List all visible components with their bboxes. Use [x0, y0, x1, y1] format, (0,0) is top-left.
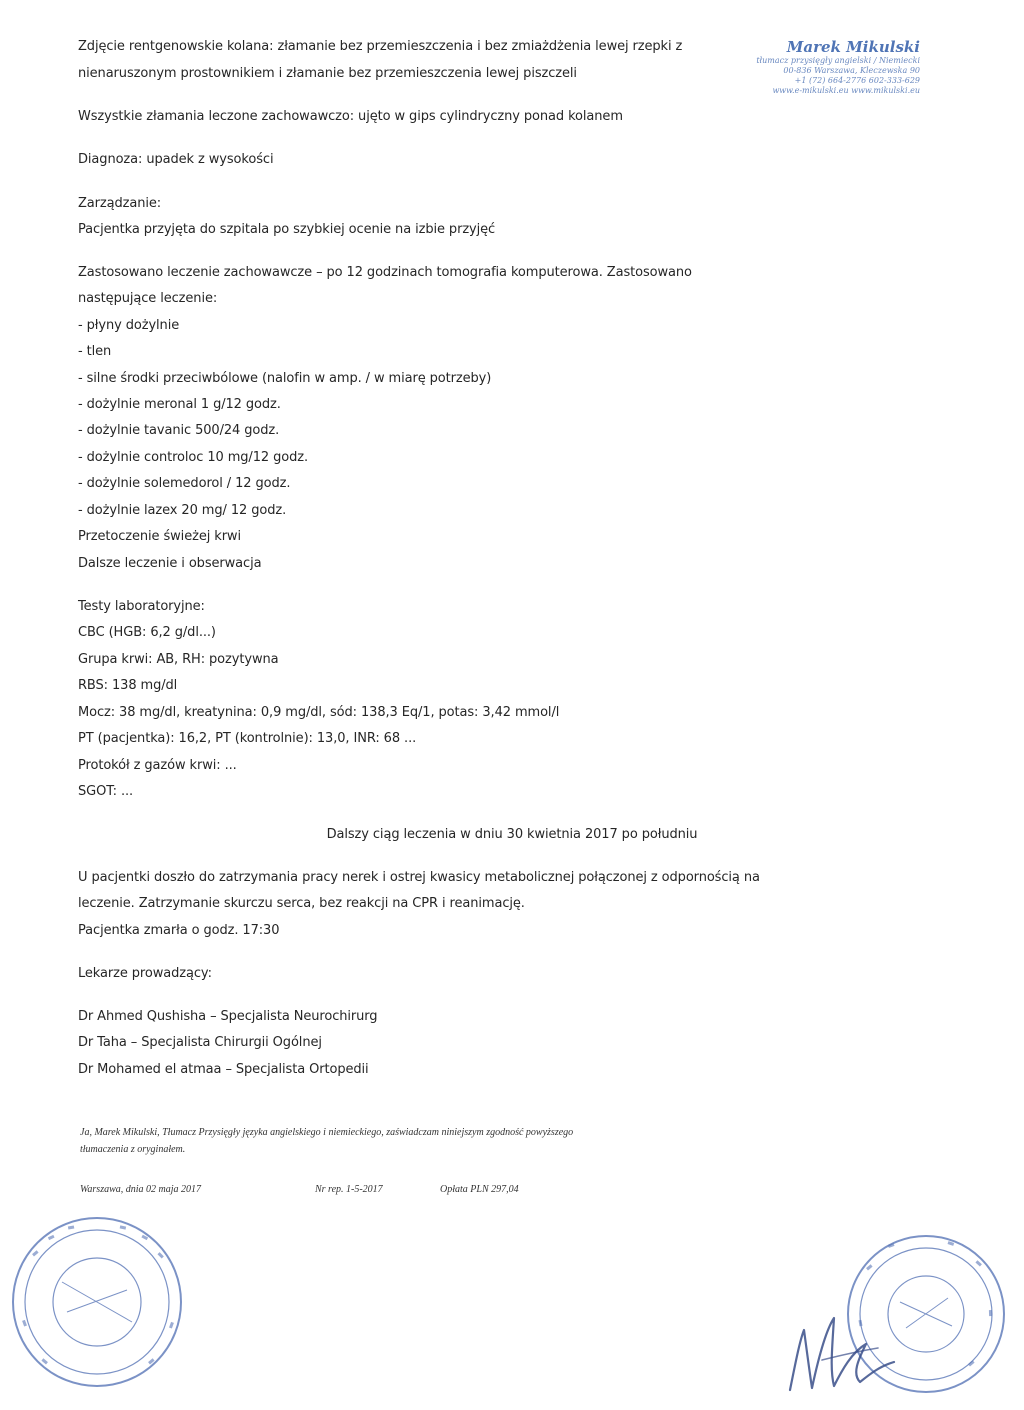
treatment-item: - dożylnie lazex 20 mg/ 12 godz. — [78, 503, 287, 518]
translator-stamp-line: www.e-mikulski.eu www.mikulski.eu — [772, 86, 920, 95]
doctor-entry: Dr Mohamed el atmaa – Specjalista Ortopedii — [78, 1062, 369, 1077]
lab-tests-heading: Testy laboratoryjne: — [78, 599, 205, 614]
certification-fee: Opłata PLN 297,04 — [440, 1184, 519, 1195]
treatment-item: - silne środki przeciwbólowe (nalofin w amp. / w miarę potrzeby) — [78, 371, 492, 386]
translator-stamp-line: +1 (72) 664-2776 602-333-629 — [794, 76, 920, 85]
diagnosis-line: Diagnoza: upadek z wysokości — [78, 152, 274, 167]
report-line: Dalsze leczenie i obserwacja — [78, 556, 262, 571]
certification-text: Ja, Marek Mikulski, Tłumacz Przysięgły języka angielskiego i niemieckiego, zaświadczam niniejszym zgodność powyższego — [80, 1127, 574, 1138]
treatment-item: - dożylnie controloc 10 mg/12 godz. — [78, 450, 308, 465]
treatment-item: - płyny dożylnie — [78, 318, 180, 333]
outcome-line: leczenie. Zatrzymanie skurczu serca, bez reakcji na CPR i reanimację. — [78, 896, 525, 911]
management-heading: Zarządzanie: — [78, 196, 162, 211]
treatment-item: - dożylnie meronal 1 g/12 godz. — [78, 397, 281, 412]
certification-place-date: Warszawa, dnia 02 maja 2017 — [80, 1184, 202, 1195]
signature-icon — [782, 1300, 902, 1400]
treatment-item: - tlen — [78, 344, 112, 359]
section-heading: Dalszy ciąg leczenia w dniu 30 kwietnia 2017 po południu — [326, 827, 698, 842]
translator-name: Marek Mikulski — [786, 38, 920, 56]
lab-result: Protokół z gazów krwi: ... — [78, 758, 237, 773]
report-line: Pacjentka przyjęta do szpitala po szybkiej ocenie na izbie przyjęć — [78, 222, 496, 237]
lab-result: CBC (HGB: 6,2 g/dl...) — [78, 625, 216, 640]
translator-stamp — [742, 38, 942, 96]
translator-stamp-line: tłumacz przysięgły angielski / Niemiecki — [756, 56, 920, 65]
lab-result: PT (pacjentka): 16,2, PT (kontrolnie): 13,0, INR: 68 ... — [78, 731, 417, 746]
certification-rep-number: Nr rep. 1-5-2017 — [315, 1184, 383, 1195]
doctor-entry: Dr Taha – Specjalista Chirurgii Ogólnej — [78, 1035, 322, 1050]
outcome-line: Pacjentka zmarła o godz. 17:30 — [78, 923, 280, 938]
report-line: następujące leczenie: — [78, 291, 218, 306]
treatment-item: - dożylnie solemedorol / 12 godz. — [78, 476, 291, 491]
translator-stamp-line: 00-836 Warszawa, Kleczewska 90 — [783, 66, 920, 75]
doctor-entry: Dr Ahmed Qushisha – Specjalista Neurochirurg — [78, 1009, 378, 1024]
outcome-line: U pacjentki doszło do zatrzymania pracy nerek i ostrej kwasicy metabolicznej połączonej z odpornością na — [78, 870, 760, 885]
doctors-heading: Lekarze prowadzący: — [78, 966, 212, 981]
certification-text: tłumaczenia z oryginałem. — [80, 1144, 186, 1155]
left-seal-stamp-icon — [2, 1212, 192, 1392]
lab-result: SGOT: ... — [78, 784, 134, 799]
treatment-item: - dożylnie tavanic 500/24 godz. — [78, 423, 280, 438]
report-line: Przetoczenie świeżej krwi — [78, 529, 241, 544]
lab-result: Grupa krwi: AB, RH: pozytywna — [78, 652, 279, 667]
report-line: Zastosowano leczenie zachowawcze – po 12 godzinach tomografia komputerowa. Zastosowano — [78, 265, 692, 280]
report-line: Wszystkie złamania leczone zachowawczo: ujęto w gips cylindryczny ponad kolanem — [78, 109, 623, 124]
report-line: Zdjęcie rentgenowskie kolana: złamanie bez przemieszczenia i bez zmiażdżenia lewej rzepki z — [78, 39, 683, 54]
lab-result: Mocz: 38 mg/dl, kreatynina: 0,9 mg/dl, sód: 138,3 Eq/1, potas: 3,42 mmol/l — [78, 705, 560, 720]
report-line: nienaruszonym prostownikiem i złamanie bez przemieszczenia lewej piszczeli — [78, 66, 577, 81]
lab-result: RBS: 138 mg/dl — [78, 678, 178, 693]
